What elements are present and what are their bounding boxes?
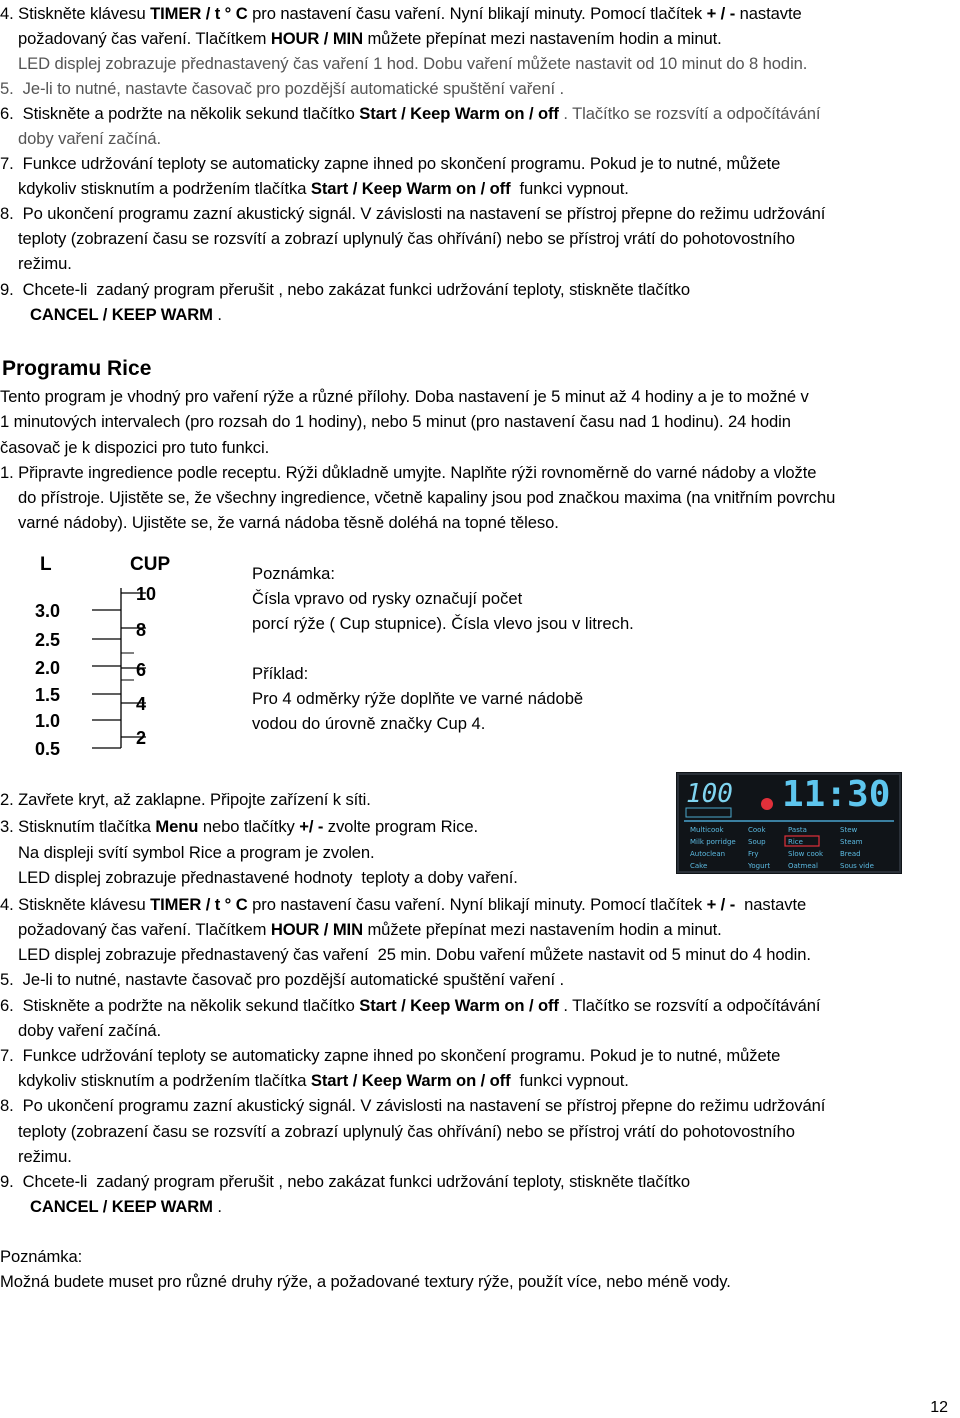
cup-label: 2 (136, 728, 147, 748)
timer-step-7-line-1: 7. Funkce udržování teploty se automaticky zapne ihned po skončení programu. Pokud je to nutné, můžete (0, 154, 781, 173)
final-note-title: Poznámka: (0, 1247, 83, 1266)
menu-item: Oatmeal (788, 862, 818, 870)
text: zvolte program Rice. (323, 817, 478, 836)
liter-label: 3.0 (35, 601, 61, 621)
example-line-1: Pro 4 odměrky rýže doplňte ve varné nádobě (252, 689, 584, 708)
rice-step-7-line-1: 7. Funkce udržování teploty se automaticky zapne ihned po skončení programu. Pokud je to nutné, můžete (0, 1046, 781, 1065)
menu-item: Autoclean (690, 850, 726, 858)
start-keep-warm-label: Start / Keep Warm on / off (359, 104, 559, 123)
rice-step-6-line-1 (0, 996, 960, 1016)
cancel-keep-warm-label: CANCEL / KEEP WARM (30, 305, 213, 324)
cup-label: 8 (136, 620, 147, 640)
cancel-keep-warm-label: CANCEL / KEEP WARM (30, 1197, 213, 1216)
text: . (212, 305, 222, 324)
timer-step-6-line-1 (0, 104, 960, 124)
rice-step-2: 2. Zavřete kryt, až zaklapne. Připojte zařízení k síti. (0, 790, 371, 809)
page-number: 12 (930, 1399, 948, 1416)
rice-step-6-line-2: doby vaření začíná. (0, 1021, 161, 1040)
start-keep-warm-label: Start / Keep Warm on / off (310, 1071, 511, 1090)
timer-step-4-line-2 (0, 29, 960, 49)
rice-step-1-line-3: varné nádoby). Ujistěte se, že varná nádoba těsně doléhá na topné těleso. (0, 513, 559, 532)
start-keep-warm-label: Start / Keep Warm on / off (359, 996, 559, 1015)
liter-label: 1.5 (35, 685, 61, 705)
menu-item: Yogurt (748, 862, 771, 870)
example-title: Příklad: (252, 664, 309, 683)
liter-label: 2.5 (35, 630, 61, 650)
rice-step-8-line-2: teploty (zobrazení času se rozsvítí a zobrazí uplynulý čas ohřívání) nebo se přístroj vrátí do pohotovostního (0, 1122, 795, 1141)
water-level-scale (30, 548, 200, 763)
text: kdykoliv stisknutím a podržením tlačítka (0, 179, 311, 198)
start-keep-warm-label: Start / Keep Warm on / off (310, 179, 511, 198)
text: 3. Stisknutím tlačítka (0, 817, 156, 836)
text: funkci vypnout. (510, 179, 629, 198)
liter-label: 1.0 (35, 711, 61, 731)
menu-item: Cake (690, 862, 708, 870)
text: nebo tlačítky (198, 817, 300, 836)
text: pro nastavení času vaření. Nyní blikají minuty. Pomocí tlačítek (247, 4, 707, 23)
text: nastavte (735, 895, 807, 914)
rice-step-4-line-3: LED displej zobrazuje přednastavený čas vaření 25 min. Dobu vaření můžete nastavit od 5 minut do 4 hodin. (0, 945, 811, 964)
plus-minus-label: +/ - (299, 817, 324, 836)
text: můžete přepínat mezi nastavením hodin a minut. (362, 29, 722, 48)
menu-item: Steam (840, 838, 863, 846)
rice-step-4-line-2 (0, 920, 960, 940)
rice-step-5: 5. Je-li to nutné, nastavte časovač pro pozdější automatické spuštění vaření . (0, 970, 564, 989)
text: požadovaný čas vaření. Tlačítkem (0, 29, 271, 48)
menu-item: Bread (840, 850, 861, 858)
timer-step-4-line-3: LED displej zobrazuje přednastavený čas vaření 1 hod. Dobu vaření můžete nastavit od 10 minut do 8 hodin. (0, 54, 808, 73)
led-temperature-digits: 100 (686, 779, 733, 809)
rice-step-9-line-2 (30, 1197, 960, 1217)
rice-intro-line-1: Tento program je vhodný pro vaření rýže a různé přílohy. Doba nastavení je 5 minut až 4 hodiny a je to možné v (0, 387, 809, 406)
menu-item: Slow cook (788, 850, 824, 858)
hour-min-label: HOUR / MIN (270, 29, 363, 48)
text: požadovaný čas vaření. Tlačítkem (0, 920, 271, 939)
text: pro nastavení času vaření. Nyní blikají minuty. Pomocí tlačítek (247, 895, 707, 914)
text: kdykoliv stisknutím a podržením tlačítka (0, 1071, 311, 1090)
timer-step-9-line-2 (30, 305, 960, 325)
rice-step-7-line-2 (0, 1071, 960, 1091)
timer-key-label: TIMER / t ° C (150, 4, 248, 23)
cup-header: CUP (130, 554, 171, 575)
text: 4. Stiskněte klávesu (0, 895, 151, 914)
menu-item: Soup (748, 838, 766, 846)
rice-step-3-line-3: LED displej zobrazuje přednastavené hodnoty teploty a doby vaření. (0, 868, 518, 887)
timer-step-9-line-1: 9. Chcete-li zadaný program přerušit , nebo zakázat funkci udržování teploty, stiskněte tlačítko (0, 280, 690, 299)
section-heading: Programu Rice (2, 357, 152, 380)
text: 6. Stiskněte a podržte na několik sekund tlačítko (0, 104, 360, 123)
text: funkci vypnout. (510, 1071, 629, 1090)
timer-step-5: 5. Je-li to nutné, nastavte časovač pro pozdější automatické spuštění vaření . (0, 79, 564, 98)
menu-item: Stew (840, 826, 858, 834)
cup-label: 4 (136, 694, 147, 714)
rice-step-3-line-1 (0, 817, 960, 837)
menu-item: Sous vide (840, 862, 874, 870)
menu-item: Pasta (788, 826, 807, 834)
menu-item: Multicook (690, 826, 724, 834)
rice-intro-line-3: časovač je k dispozici pro tuto funkci. (0, 438, 270, 457)
timer-step-8-line-2: teploty (zobrazení času se rozsvítí a zobrazí uplynulý čas ohřívání) nebo se přístroj vrátí do pohotovostního (0, 229, 795, 248)
rice-intro-line-2: 1 minutových intervalech (pro rozsah do 1 hodiny), nebo 5 minut (pro nastavení času nad 1 hodinu). 24 hodin (0, 412, 791, 431)
rice-step-1-line-2: do přístroje. Ujistěte se, že všechny ingredience, včetně kapaliny jsou pod značkou maxima (na vnitřním povrchu (0, 488, 836, 507)
cup-label: 6 (136, 660, 147, 680)
menu-item-active: Rice (788, 838, 803, 846)
text: můžete přepínat mezi nastavením hodin a minut. (362, 920, 722, 939)
led-time-digits: 11:30 (782, 774, 891, 815)
example-line-2: vodou do úrovně značky Cup 4. (252, 714, 486, 733)
note-title: Poznámka: (252, 564, 336, 583)
menu-item: Milk porridge (690, 838, 736, 846)
plus-minus-label: + / - (706, 895, 736, 914)
rice-step-8-line-3: režimu. (0, 1147, 72, 1166)
rice-step-3-line-2: Na displeji svítí symbol Rice a program je zvolen. (0, 843, 375, 862)
note-line-2: porcí rýže ( Cup stupnice). Čísla vlevo jsou v litrech. (252, 614, 634, 633)
menu-key-label: Menu (155, 817, 199, 836)
liter-label: 2.0 (35, 658, 61, 678)
text: 4. Stiskněte klávesu (0, 4, 151, 23)
text: . Tlačítko se rozsvítí a odpočítávání (558, 996, 821, 1015)
timer-step-8-line-3: režimu. (0, 254, 72, 273)
final-note-text: Možná budete muset pro různé druhy rýže, a požadované textury rýže, použít více, nebo méně vody. (0, 1272, 731, 1291)
rice-step-8-line-1: 8. Po ukončení programu zazní akustický signál. V závislosti na nastavení se přístroj přepne do režimu udržování (0, 1096, 826, 1115)
rice-step-4-line-1 (0, 895, 960, 915)
note-line-1: Čísla vpravo od rysky označují počet (252, 589, 523, 608)
text: 6. Stiskněte a podržte na několik sekund tlačítko (0, 996, 360, 1015)
timer-step-8-line-1: 8. Po ukončení programu zazní akustický signál. V závislosti na nastavení se přístroj přepne do režimu udržování (0, 204, 826, 223)
rice-step-1-line-1: 1. Připravte ingredience podle receptu. Rýži důkladně umyjte. Naplňte rýži rovnoměrně do varné nádoby a vložte (0, 463, 817, 482)
timer-step-7-line-2 (0, 179, 960, 199)
rice-step-9-line-1: 9. Chcete-li zadaný program přerušit , nebo zakázat funkci udržování teploty, stiskněte tlačítko (0, 1172, 690, 1191)
plus-minus-label: + / - (706, 4, 736, 23)
text: nastavte (735, 4, 802, 23)
hour-min-label: HOUR / MIN (270, 920, 363, 939)
timer-step-6-line-2: doby vaření začíná. (0, 129, 161, 148)
text: . Tlačítko se rozsvítí a odpočítávání (558, 104, 821, 123)
cup-label: 10 (136, 584, 157, 604)
liter-label: 0.5 (35, 739, 61, 759)
timer-key-label: TIMER / t ° C (150, 895, 248, 914)
timer-step-4-line-1 (0, 4, 960, 24)
text: . (212, 1197, 222, 1216)
menu-item: Fry (748, 850, 759, 858)
menu-item: Cook (748, 826, 766, 834)
liter-header: L (40, 554, 52, 575)
